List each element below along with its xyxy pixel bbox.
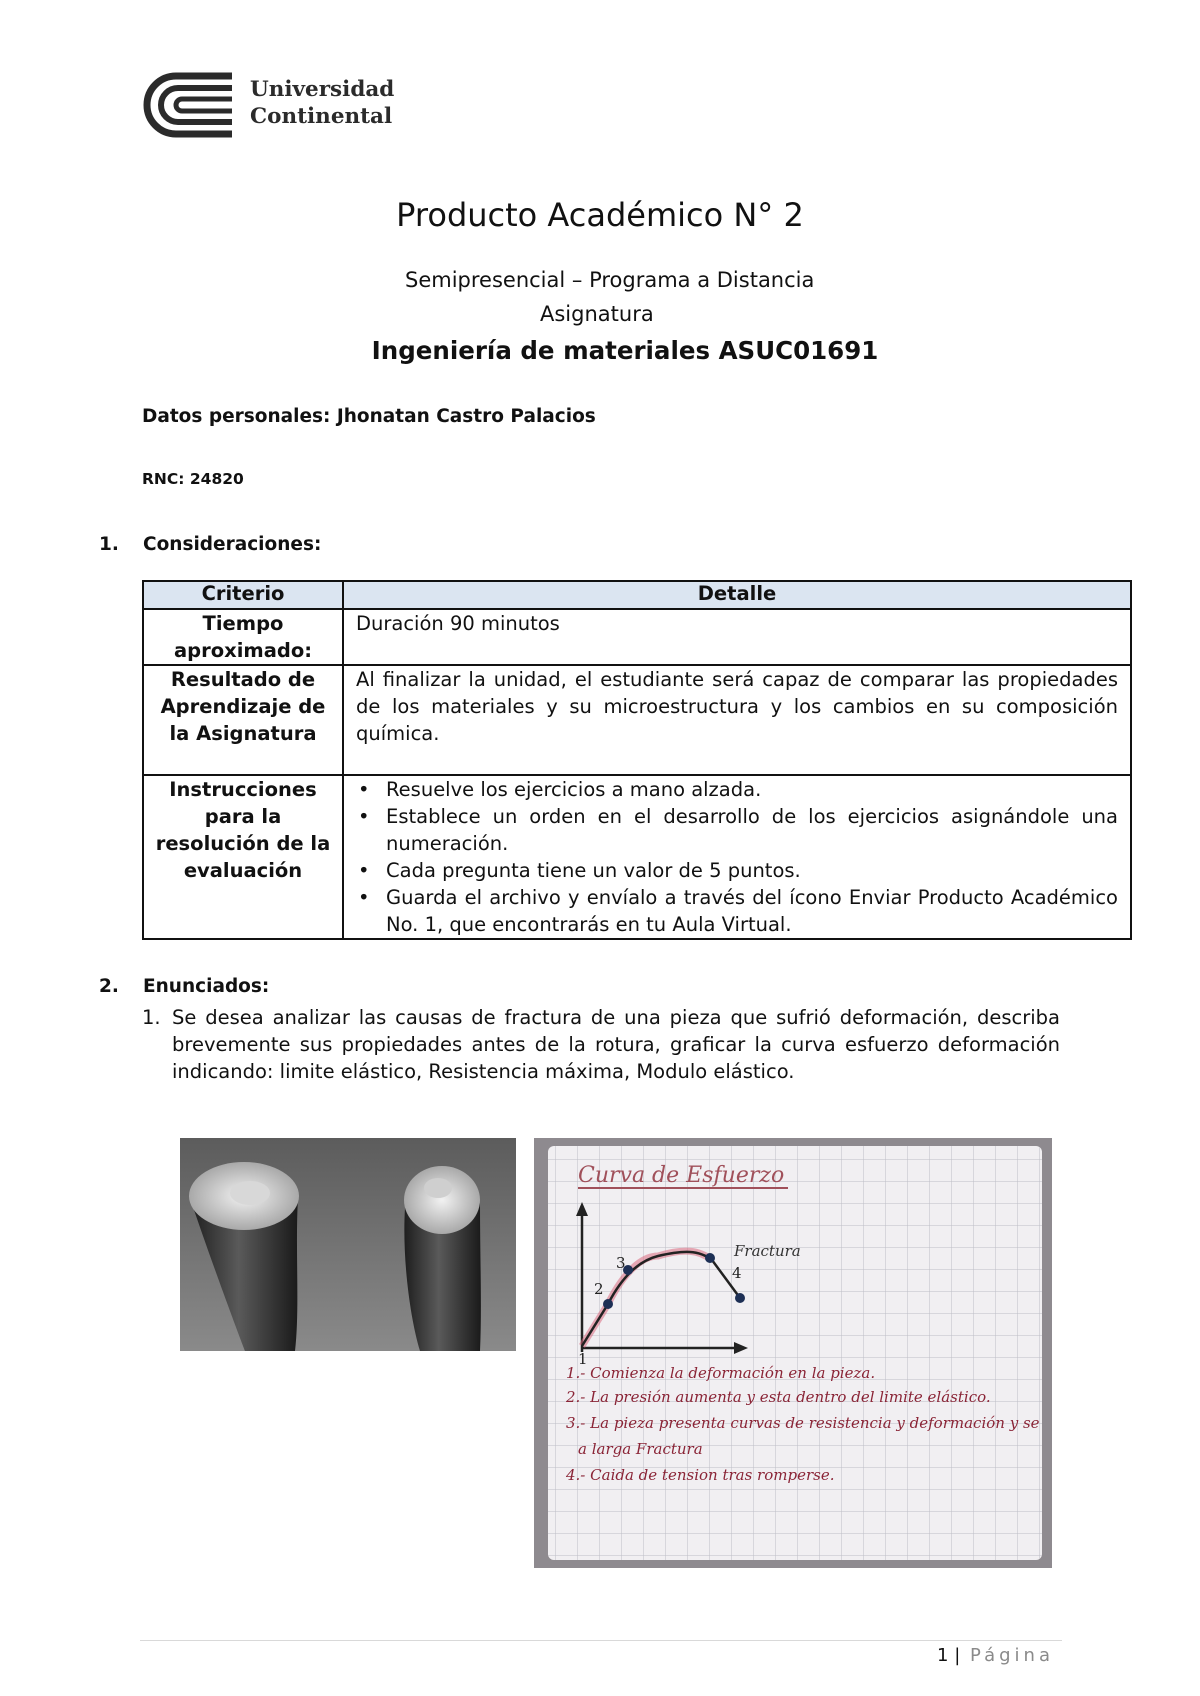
sketch-note: a larga Fractura [578,1440,703,1458]
question-text: Se desea analizar las causas de fractura de una pieza que sufrió deformación, describa brevemente sus propiedades antes de la rotura, graficar la curva esfuerzo deformación indicando: limite elástico, Resistencia máxima, Modulo elástico. [172,1006,1060,1083]
subject-label: Asignatura [540,302,654,326]
section-title: Enunciados: [143,976,270,997]
column-header-criterio: Criterio [143,581,343,609]
question-1 [142,1004,1060,1085]
list-item: • Cada pregunta tiene un valor de 5 puntos. [356,857,1118,884]
point-3-label: 3 [616,1254,626,1272]
page-footer [937,1645,1054,1666]
section-title: Consideraciones: [143,534,322,555]
sketch-note: 2.- La presión aumenta y esta dentro del limite elástico. [566,1388,991,1406]
document-subtitle: Semipresencial – Programa a Distancia [405,268,815,292]
column-header-detalle: Detalle [343,581,1131,609]
table-row [143,609,1131,665]
sketch-note: 4.- Caida de tension tras romperse. [566,1466,835,1484]
page-separator: | [954,1645,961,1666]
list-item: • Establece un orden en el desarrollo de los ejercicios asignándole una numeración. [356,803,1118,857]
criteria-table [142,580,1132,940]
row-label: Instrucciones para la resolución de la evaluación [143,775,343,939]
page-number: 1 [937,1645,949,1666]
rnc-code: RNC: 24820 [142,470,244,488]
instructions-list [356,776,1118,938]
section-heading-statements [99,976,269,997]
row-label: Tiempo aproximado: [143,609,343,665]
logo-mark-icon [142,70,242,140]
row-label: Resultado de Aprendizaje de la Asignatura [143,665,343,775]
fractura-label: Fractura [734,1242,801,1260]
point-1-label: 1 [578,1350,588,1368]
document-title: Producto Académico N° 2 [396,196,804,234]
personal-data: Datos personales: Jhonatan Castro Palacios [142,406,596,427]
row-detail: Al finalizar la unidad, el estudiante será capaz de comparar las propiedades de los materiales y su microestructura y los cambios en su composición química. [343,665,1131,775]
point-2-label: 2 [594,1280,604,1298]
point-4-label: 4 [732,1264,742,1282]
university-logo [142,70,402,140]
logo-wordmark [250,76,394,130]
logo-line-1: Universidad [250,77,395,102]
section-number: 1. [99,534,119,555]
sketch-note: 1.- Comienza la deformación en la pieza. [566,1364,876,1382]
list-item: • Guarda el archivo y envíalo a través del ícono Enviar Producto Académico No. 1, que encontrarás en tu Aula Virtual. [356,884,1118,938]
sketch-title: Curva de Esfuerzo [578,1163,785,1188]
table-header-row [143,581,1131,609]
section-heading-considerations [99,534,321,555]
stress-curve-sketch [534,1138,1052,1568]
subject-name: Ingeniería de materiales ASUC01691 [371,336,879,365]
footer-divider [140,1640,1062,1641]
logo-line-2: Continental [250,104,393,129]
sketch-note: 3.- La pieza presenta curvas de resistencia y deformación y se [566,1414,1040,1432]
row-detail: Duración 90 minutos [343,609,1131,665]
row-detail [343,775,1131,939]
fracture-photo [180,1138,516,1351]
page-label: Página [970,1645,1054,1666]
table-row [143,665,1131,775]
list-item: • Resuelve los ejercicios a mano alzada. [356,776,1118,803]
table-row [143,775,1131,939]
question-number: 1. [142,1006,161,1029]
section-number: 2. [99,976,119,997]
